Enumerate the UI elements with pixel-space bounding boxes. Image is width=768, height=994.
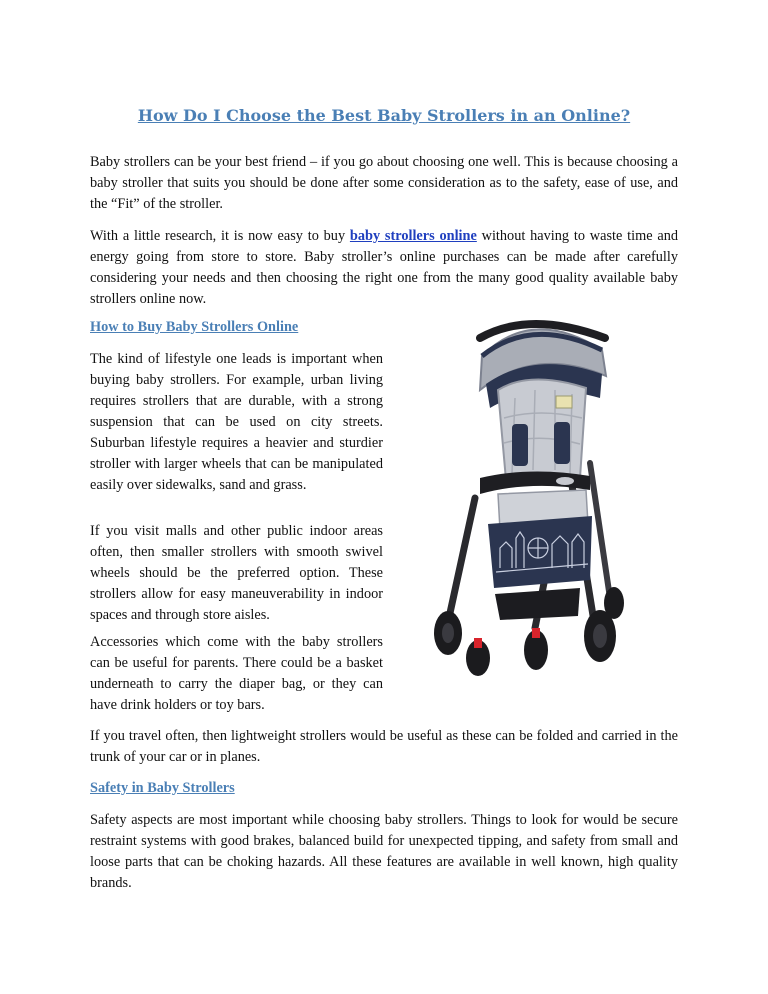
travel-paragraph: If you travel often, then lightweight strollers would be useful as these can be folded and carried in the trunk of your car or in planes. [90, 728, 678, 765]
section-heading-safety: Safety in Baby Strollers [90, 780, 235, 796]
rear-wheel-left [434, 611, 462, 655]
malls-paragraph: If you visit malls and other public indoor areas often, then smaller strollers with smooth swivel wheels should be the preferred option. These strollers allow for easy maneuverability in indoor spaces and through store aisles. [90, 523, 383, 623]
research-text-after: without having to waste time and energy going from store to store. Baby stroller’s online purchases can be made after carefully considering your needs and then choosing the right one from the many good quality available baby strollers online now. [90, 228, 678, 307]
baby-stroller-image [420, 298, 640, 688]
research-text-before: With a little research, it is now easy to buy [90, 228, 350, 244]
safety-paragraph: Safety aspects are most important while choosing baby strollers. Things to look for would be secure restraint systems with good brakes, balanced build for unexpected tipping, and safety from small and loose parts that can be choking hazards. All these features are available in well known, high quality brands. [90, 812, 678, 891]
accessories-paragraph: Accessories which come with the baby strollers can be useful for parents. There could be a basket underneath to carry the diaper bag, or they can have drink holders or toy bars. [90, 634, 383, 713]
front-wheel-right [524, 628, 548, 670]
page-title: How Do I Choose the Best Baby Strollers in an Online? [137, 106, 631, 125]
front-wheel-left [466, 638, 490, 676]
lifestyle-paragraph: The kind of lifestyle one leads is important when buying baby strollers. For example, urban living requires strollers that are durable, with a strong suspension that can be used on city streets. Suburban lifestyle requires a heavier and sturdier stroller with larger wheels that can be manipulated easily over sidewalks, sand and grass. [90, 351, 383, 493]
section-heading-how-to-buy: How to Buy Baby Strollers Online [90, 319, 299, 335]
baby-strollers-online-link[interactable]: baby strollers online [349, 228, 477, 244]
intro-paragraph: Baby strollers can be your best friend – if you go about choosing one well. This is because choosing a baby stroller that suits you should be done after some consideration as to the safety, ease of use, and the “Fit” of the stroller. [90, 154, 678, 212]
stroller-illustration [420, 298, 640, 688]
